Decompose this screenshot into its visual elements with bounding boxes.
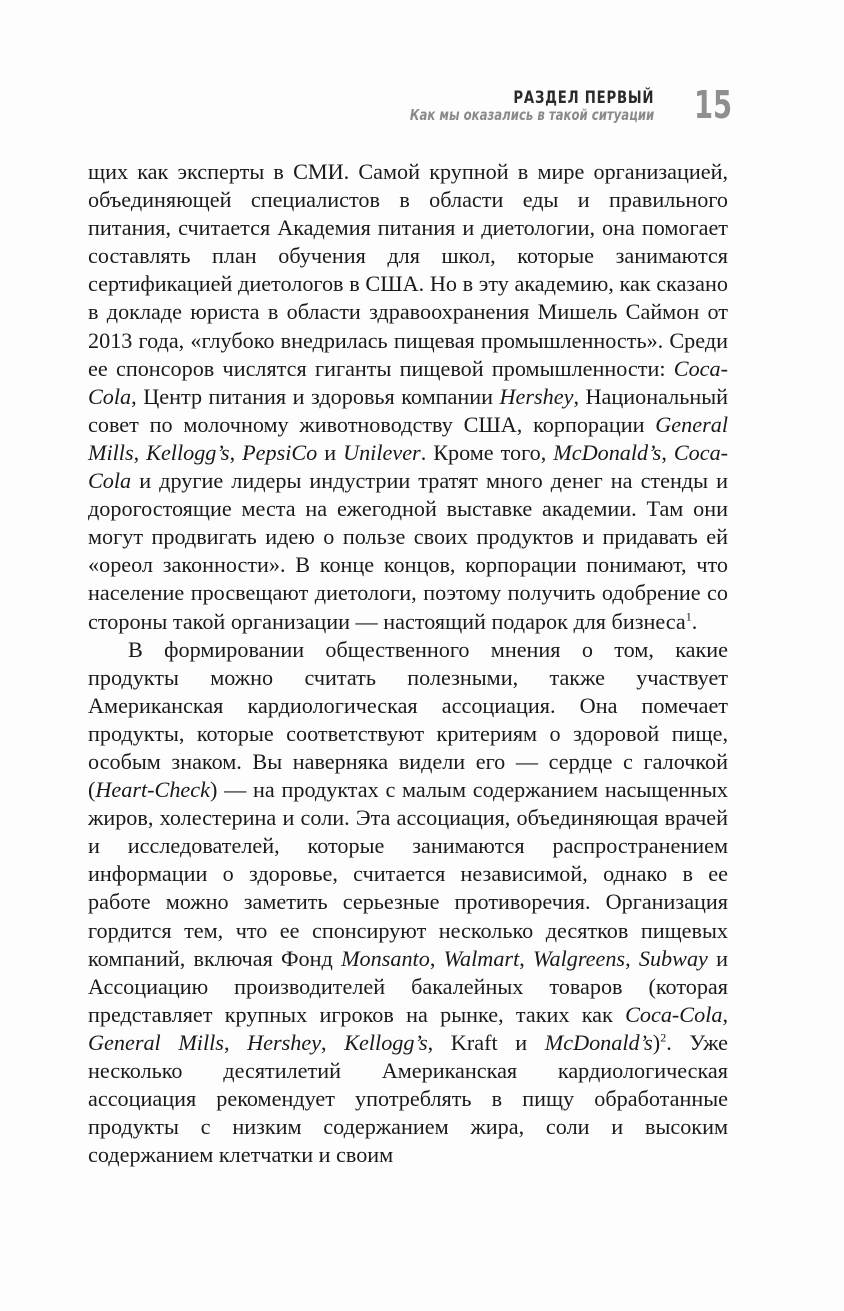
page-number: 15	[694, 83, 733, 127]
brand-name: Coca-Cola	[88, 439, 729, 494]
text-run: . Уже несколько десятилетий Американская кардиологическая ассоциация рекомендует употреблять в пищу обработанные продукты с низким содержанием жира, соли и высоким содержанием клетчатки и своим	[88, 1029, 728, 1168]
brand-name: Hershey	[499, 383, 574, 409]
brand-name: PepsiCo	[242, 439, 318, 465]
text-run: . Кроме того,	[420, 439, 554, 465]
section-subtitle: Как мы оказались в такой ситуации	[409, 106, 654, 124]
paragraph	[88, 636, 728, 1170]
text-run: , Центр питания и здоровья компании	[131, 383, 500, 409]
text-run: , Национальный совет по молочному животноводству США, корпорации	[88, 383, 728, 437]
text-run: ,	[321, 1029, 345, 1055]
text-run: ,	[722, 1001, 728, 1027]
brand-name: Walgreens	[533, 945, 626, 971]
brand-name: Hershey	[247, 1029, 322, 1055]
brand-name: General Mills	[88, 1029, 224, 1055]
brand-name: McDonald’s	[544, 1029, 653, 1055]
footnote-marker: 1	[685, 609, 692, 624]
brand-name: Unilever	[343, 439, 421, 465]
text-run: ,	[661, 439, 674, 465]
text-run: ,	[429, 945, 444, 971]
text-run: ,	[229, 439, 243, 465]
brand-name: Kellogg’s	[146, 439, 230, 465]
text-run: )	[652, 1029, 661, 1055]
brand-name: Subway	[638, 945, 708, 971]
brand-name: McDonald’s	[553, 439, 662, 465]
text-run: ,	[519, 945, 534, 971]
body-text	[88, 158, 728, 1169]
brand-name: Coca-Cola	[88, 355, 728, 409]
text-run: щих как эксперты в СМИ. Самой крупной в мире организацией, объединяющей специалистов в области еды и правильного питания, считается Академия питания и диетологии, она помогает составлять план обучения для школ, которые занимаются сертификацией диетологов в США. Но в эту академию, как сказано в докладе юриста в области здравоохранения Мишель Саймон от 2013 года, «глубоко внедрилась пищевая промышленность». Среди ее спонсоров числятся гиганты пищевой промышленности:	[88, 159, 728, 381]
brand-name: Monsanto	[341, 945, 430, 971]
brand-name: Heart-Check	[95, 777, 210, 803]
brand-name: Walmart	[443, 945, 520, 971]
text-run: ,	[133, 439, 147, 465]
footnote-marker: 2	[660, 1030, 667, 1045]
text-run: ,	[625, 945, 639, 971]
brand-name: Coca-Cola	[625, 1001, 723, 1027]
text-run: , Kraft и	[427, 1029, 545, 1055]
text-run: и Ассоциацию производителей бакалейных товаров (которая представляет крупных игроков на рынке, таких как	[88, 945, 729, 1027]
brand-name: General Mills	[88, 411, 728, 465]
text-run: ,	[223, 1029, 248, 1055]
running-header	[341, 88, 654, 124]
paragraph	[88, 158, 728, 636]
brand-name: Kellogg’s	[344, 1029, 428, 1055]
text-run: .	[691, 608, 698, 634]
text-run: ) — на продуктах с малым содержанием насыщенных жиров, холестерина и соли. Эта ассоциация, объединяющая врачей и исследователей, которые занимаются распространением информации о здоровье, считается независимой, однако в ее работе можно заметить серьезные противоречия. Организация гордится тем, что ее спонсируют несколько десятков пищевых компаний, включая Фонд	[88, 777, 728, 971]
section-title: РАЗДЕЛ ПЕРВЫЙ	[513, 88, 654, 108]
text-run: и	[317, 439, 344, 465]
text-run: В формировании общественного мнения о том, какие продукты можно считать полезными, также участвует Американская кардиологическая ассоциация. Она помечает продукты, которые соответствуют критериям о здоровой пище, особым знаком. Вы наверняка видели его — сердце с галочкой (	[88, 636, 728, 803]
text-run: и другие лидеры индустрии тратят много денег на стенды и дорогостоящие места на ежегодной выставке академии. Там они могут продвигать идею о пользе своих продуктов и придавать ей «ореол законности». В конце концов, корпорации понимают, что население просвещают диетологи, поэтому получить одобрение со стороны такой организации — настоящий подарок для бизнеса	[88, 468, 728, 634]
